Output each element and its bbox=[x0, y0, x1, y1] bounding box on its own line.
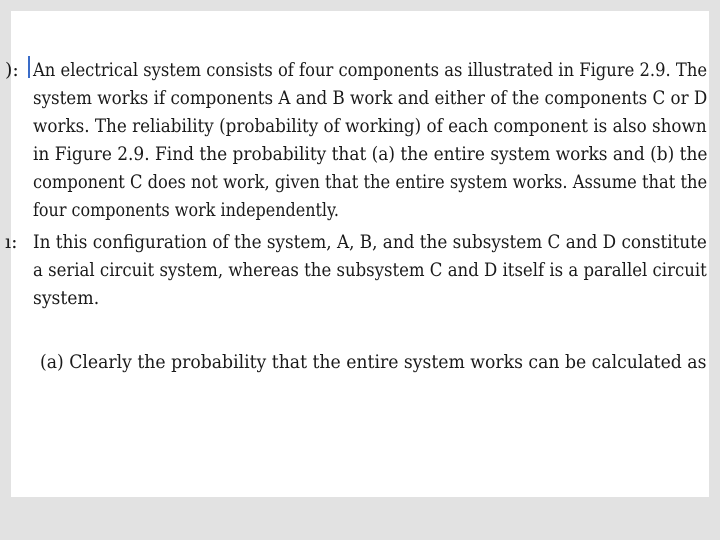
solution-line-3: system. bbox=[33, 287, 100, 309]
scanned-text-image bbox=[5, 51, 709, 399]
slide-canvas bbox=[5, 11, 709, 497]
solution-line-4: (a) Clearly the probability that the entire system works can be calculated as bbox=[40, 351, 707, 373]
problem-line-6: four components work independently. bbox=[33, 199, 339, 221]
problem-line-2: system works if components A and B work and either of the components C or D bbox=[33, 87, 708, 109]
solution-marker: ı: bbox=[5, 231, 18, 253]
text-cursor-bar bbox=[28, 56, 30, 78]
problem-line-5: component C does not work, given that the entire system works. Assume that the bbox=[33, 171, 708, 193]
problem-line-3: works. The reliability (probability of working) of each component is also shown bbox=[33, 115, 707, 137]
problem-marker: ): bbox=[5, 59, 19, 81]
problem-line-1: An electrical system consists of four components as illustrated in Figure 2.9. The bbox=[33, 59, 708, 81]
solution-line-1: In this configuration of the system, A, B, and the subsystem C and D constitute bbox=[33, 231, 707, 253]
solution-line-2: a serial circuit system, whereas the subsystem C and D itself is a parallel circuit bbox=[33, 259, 707, 281]
problem-line-4: in Figure 2.9. Find the probability that (a) the entire system works and (b) the bbox=[33, 143, 708, 165]
